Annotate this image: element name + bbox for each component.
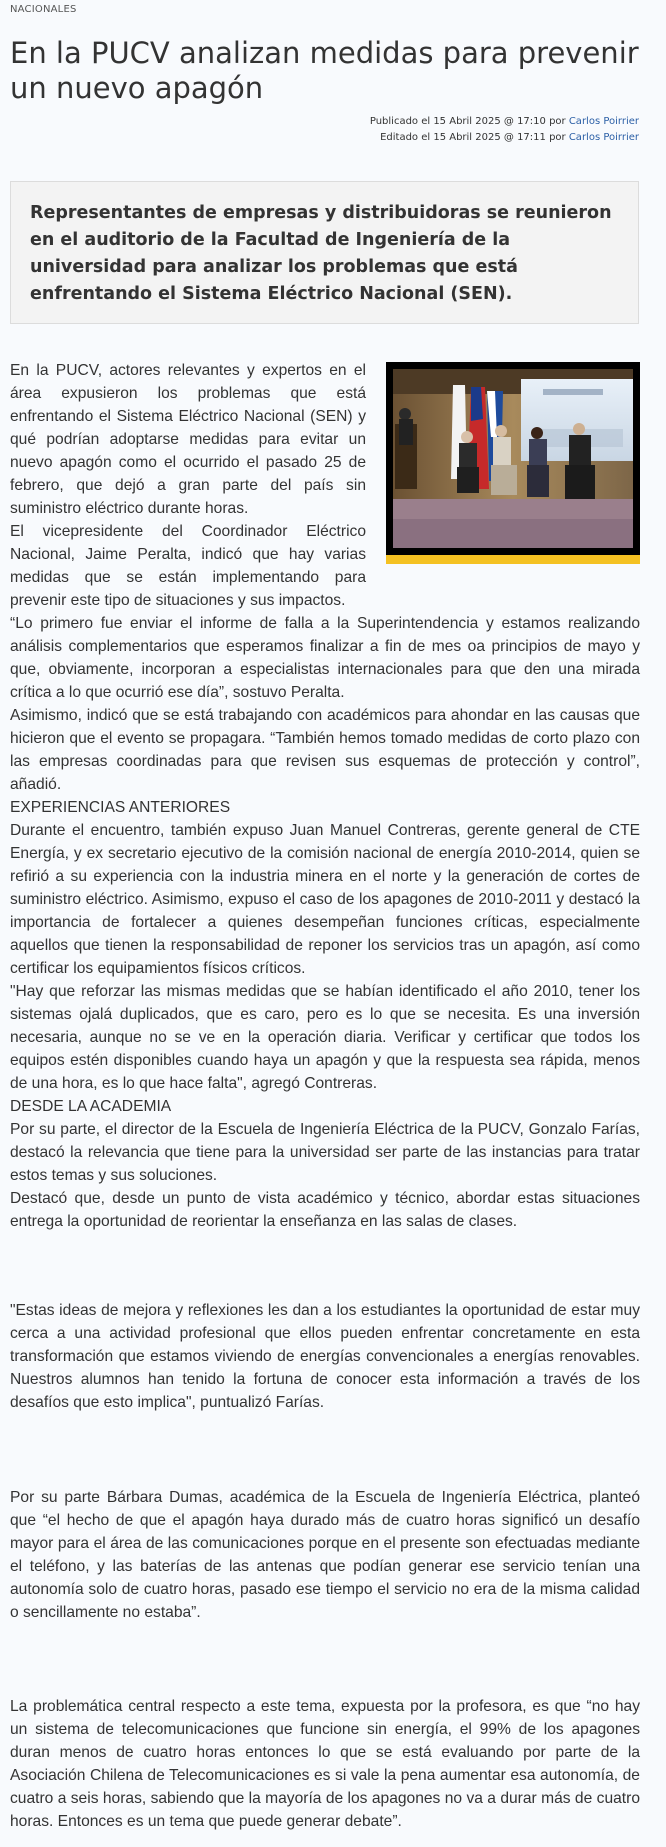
article-title: En la PUCV analizan medidas para prevenir un nuevo apagón: [10, 36, 639, 105]
paragraph-7: Por su parte, el director de la Escuela de Ingeniería Eléctrica de la PUCV, Gonzalo Farías, destacó la relevancia que tiene para la universidad ser parte de las instancias para tratar estos temas y sus soluciones.: [10, 1121, 640, 1184]
lead-text: Representantes de empresas y distribuidoras se reunieron en el auditorio de la Facultad de Ingeniería de la universidad para analizar los problemas que está enfrentando el Sistema Eléctrico Nacional (SEN).: [30, 203, 612, 304]
article-body-full: [10, 612, 640, 1233]
panel-photo-image: [393, 369, 633, 548]
paragraph-11: La problemática central respecto a este tema, expuesta por la profesora, es que “no hay un sistema de telecomunicaciones que funcione sin energía, el 99% de los apagones duran menos de cuatro horas entonces lo que se está evaluando por parte de la Asociación Chilena de Telecomunicaciones es si vale la pena aumentar esa autonomía, de cuatro a seis horas, sabiendo que la mayoría de los apagones no va a durar más de cuatro horas. Entonces es un tema que puede generar debate”.: [10, 1698, 640, 1830]
article-meta: [370, 114, 639, 146]
paragraph-8: Destacó que, desde un punto de vista académico y técnico, abordar estas situaciones entrega la oportunidad de reorientar la enseñanza en las salas de clases.: [10, 1190, 640, 1230]
published-line: [370, 114, 639, 130]
paragraph-5: Durante el encuentro, también expuso Juan Manuel Contreras, gerente general de CTE Energía, y ex secretario ejecutivo de la comisión nacional de energía 2010-2014, quien se refirió a su experiencia con la industria minera en el norte y la generación de cortes de suministro eléctrico. Asimismo, expuso el caso de los apagones de 2010-2011 y destacó la importancia de fortalecer a quienes desempeñan funciones críticas, especialmente aquellos que tienen la responsabilidad de reponer los servicios tras un apagón, así como certificar los equipamientos físicos críticos.: [10, 822, 640, 977]
edited-line: [370, 130, 639, 146]
article-body-wrapped: [10, 359, 366, 612]
lead-box: [10, 181, 639, 324]
paragraph-1: En la PUCV, actores relevantes y expertos en el área expusieron los problemas que está enfrentando el Sistema Eléctrico Nacional (SEN) y qué podrían adoptarse medidas para evitar un nuevo apagón como el ocurrido el pasado 25 de febrero, que dejó a gran parte del país sin suministro eléctrico durante horas.: [10, 362, 366, 517]
published-text: Publicado el 15 Abril 2025 @ 17:10 por: [369, 116, 569, 127]
section-label[interactable]: NACIONALES: [10, 4, 77, 15]
paragraph-2: El vicepresidente del Coordinador Eléctrico Nacional, Jaime Peralta, indicó que hay varias medidas que se están implementando para prevenir este tipo de situaciones y sus impactos.: [10, 523, 366, 609]
paragraph-3: “Lo primero fue enviar el informe de falla a la Superintendencia y estamos realizando análisis complementarios que esperamos finalizar a fin de mes oa principios de mayo y que, obviamente, incorporan a especialistas internacionales para que den una mirada crítica a lo que ocurrió ese día”, sostuvo Peralta.: [10, 615, 640, 701]
paragraph-9: "Estas ideas de mejora y reflexiones les dan a los estudiantes la oportunidad de estar muy cerca a una actividad profesional que ellos pueden enfrentar concretamente en esta transformación que estamos viviendo de energías convencionales a energías renovables. Nuestros alumnos han tenido la fortuna de conocer esta información a través de los desafíos que esto implica", puntualizó Farías.: [10, 1302, 640, 1411]
heading-experiencias: EXPERIENCIAS ANTERIORES: [10, 799, 231, 816]
paragraph-4: Asimismo, indicó que se está trabajando con académicos para ahondar en las causas que hicieron que el evento se propagara. “También hemos tomado medidas de corto plazo con las empresas coordinadas para que revisen sus esquemas de protección y control”, añadió.: [10, 707, 640, 793]
heading-academia: DESDE LA ACADEMIA: [10, 1098, 172, 1115]
edited-text: Editado el 15 Abril 2025 @ 17:11 por: [380, 132, 569, 143]
published-author-link[interactable]: Carlos Poirrier: [568, 116, 639, 127]
paragraph-6: "Hay que reforzar las mismas medidas que se habían identificado el año 2010, tener los sistemas ojalá duplicados, que es caro, pero es lo que se necesita. Es una inversión necesaria, aunque no se ve en la operación diaria. Verificar y certificar que todos los equipos estén disponibles cuando haya un apagón y que la respuesta sea rápida, menos de una hora, es lo que hace falta", agregó Contreras.: [10, 983, 640, 1092]
edited-author-link[interactable]: Carlos Poirrier: [568, 132, 639, 143]
article-photo[interactable]: [386, 362, 640, 555]
paragraph-10: Por su parte Bárbara Dumas, académica de la Escuela de Ingeniería Eléctrica, planteó que “el hecho de que el apagón haya durado más de cuatro horas significó un desafío mayor para el área de las comunicaciones porque en el presente son efectuadas mediante el teléfono, y las baterías de las antenas que podían generar ese servicio tenían una autonomía solo de cuatro horas, pasado ese tiempo el servicio no era de la misma calidad o sencillamente no estaba”.: [10, 1489, 640, 1621]
photo-accent-bar: [386, 555, 640, 564]
